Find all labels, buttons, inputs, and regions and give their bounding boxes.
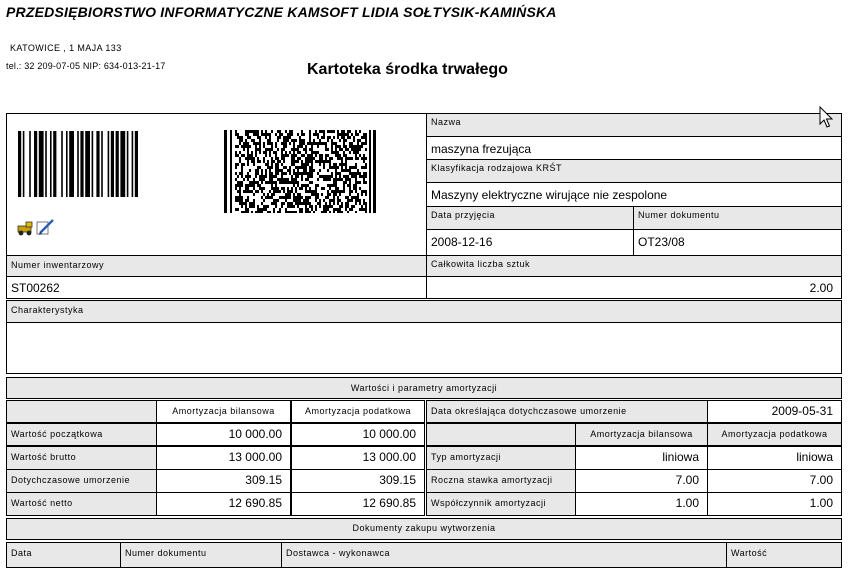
data-umorzenia-value: 2009-05-31 [707, 400, 842, 423]
param-row-label: Typ amortyzacji [426, 446, 576, 470]
value-row-bilansowa: 13 000.00 [156, 446, 291, 470]
param-row-podatkowa: 7.00 [707, 469, 842, 493]
params-header-blank [426, 423, 576, 446]
numer-inwentarzowy-value: ST00262 [6, 276, 427, 299]
amortyzacja-corner [6, 400, 157, 423]
liczba-sztuk-label: Całkowita liczba sztuk [426, 255, 842, 277]
mouse-pointer-icon [818, 106, 834, 130]
asset-icons [17, 218, 57, 238]
param-row-label: Współczynnik amortyzacji [426, 492, 576, 516]
value-row-bilansowa: 309.15 [156, 469, 291, 493]
col-podatkowa-header: Amortyzacja podatkowa [291, 400, 425, 423]
dokumenty-col-data: Data [6, 542, 121, 568]
value-row-bilansowa: 12 690.85 [156, 492, 291, 516]
barcode-2d [224, 130, 376, 213]
page-title: Kartoteka środka trwałego [307, 61, 508, 78]
param-row-podatkowa: liniowa [707, 446, 842, 470]
company-address: KATOWICE , 1 MAJA 133 [10, 43, 122, 53]
data-przyjecia-value: 2008-12-16 [426, 229, 634, 256]
numer-inwentarzowy-label: Numer inwentarzowy [6, 255, 427, 277]
value-row-bilansowa: 10 000.00 [156, 423, 291, 446]
nazwa-label: Nazwa [426, 113, 842, 137]
value-row-label: Dotychczasowe umorzenie [6, 469, 157, 493]
data-przyjecia-label: Data przyjęcia [426, 206, 634, 230]
nazwa-value: maszyna frezująca [426, 136, 842, 160]
charakterystyka-label: Charakterystyka [6, 300, 842, 323]
truck-icon [18, 222, 32, 235]
value-row-podatkowa: 309.15 [291, 469, 425, 493]
numer-dokumentu-label: Numer dokumentu [633, 206, 842, 230]
value-row-podatkowa: 13 000.00 [291, 446, 425, 470]
krst-value: Maszyny elektryczne wirujące nie zespolone [426, 182, 842, 207]
krst-label: Klasyfikacja rodzajowa KRŚT [426, 159, 842, 183]
barcode-1d [18, 131, 188, 197]
pencil-icon [37, 220, 53, 235]
value-row-podatkowa: 10 000.00 [291, 423, 425, 446]
company-name: PRZEDSIĘBIORSTWO INFORMATYCZNE KAMSOFT LIDIA SOŁTYSIK-KAMIŃSKA [6, 4, 557, 20]
param-row-label: Roczna stawka amortyzacji [426, 469, 576, 493]
value-row-podatkowa: 12 690.85 [291, 492, 425, 516]
charakterystyka-value [6, 322, 842, 374]
dokumenty-section-title: Dokumenty zakupu wytworzenia [6, 518, 842, 540]
param-row-bilansowa: liniowa [575, 446, 708, 470]
params-col-bilansowa: Amortyzacja bilansowa [575, 423, 708, 446]
data-umorzenia-label: Data określająca dotychczasowe umorzenie [426, 400, 708, 423]
dokumenty-col-wartosc: Wartość [726, 542, 842, 568]
col-bilansowa-header: Amortyzacja bilansowa [156, 400, 291, 423]
liczba-sztuk-value: 2.00 [426, 276, 842, 299]
numer-dokumentu-value: OT23/08 [633, 229, 842, 256]
amortyzacja-section-title: Wartości i parametry amortyzacji [6, 377, 842, 399]
value-row-label: Wartość początkowa [6, 423, 157, 446]
company-contact: tel.: 32 209-07-05 NIP: 634-013-21-17 [6, 61, 166, 71]
dokumenty-col-numer: Numer dokumentu [120, 542, 282, 568]
params-col-podatkowa: Amortyzacja podatkowa [707, 423, 842, 446]
dokumenty-col-dostawca: Dostawca - wykonawca [281, 542, 727, 568]
value-row-label: Wartość netto [6, 492, 157, 516]
param-row-podatkowa: 1.00 [707, 492, 842, 516]
param-row-bilansowa: 1.00 [575, 492, 708, 516]
param-row-bilansowa: 7.00 [575, 469, 708, 493]
value-row-label: Wartość brutto [6, 446, 157, 470]
